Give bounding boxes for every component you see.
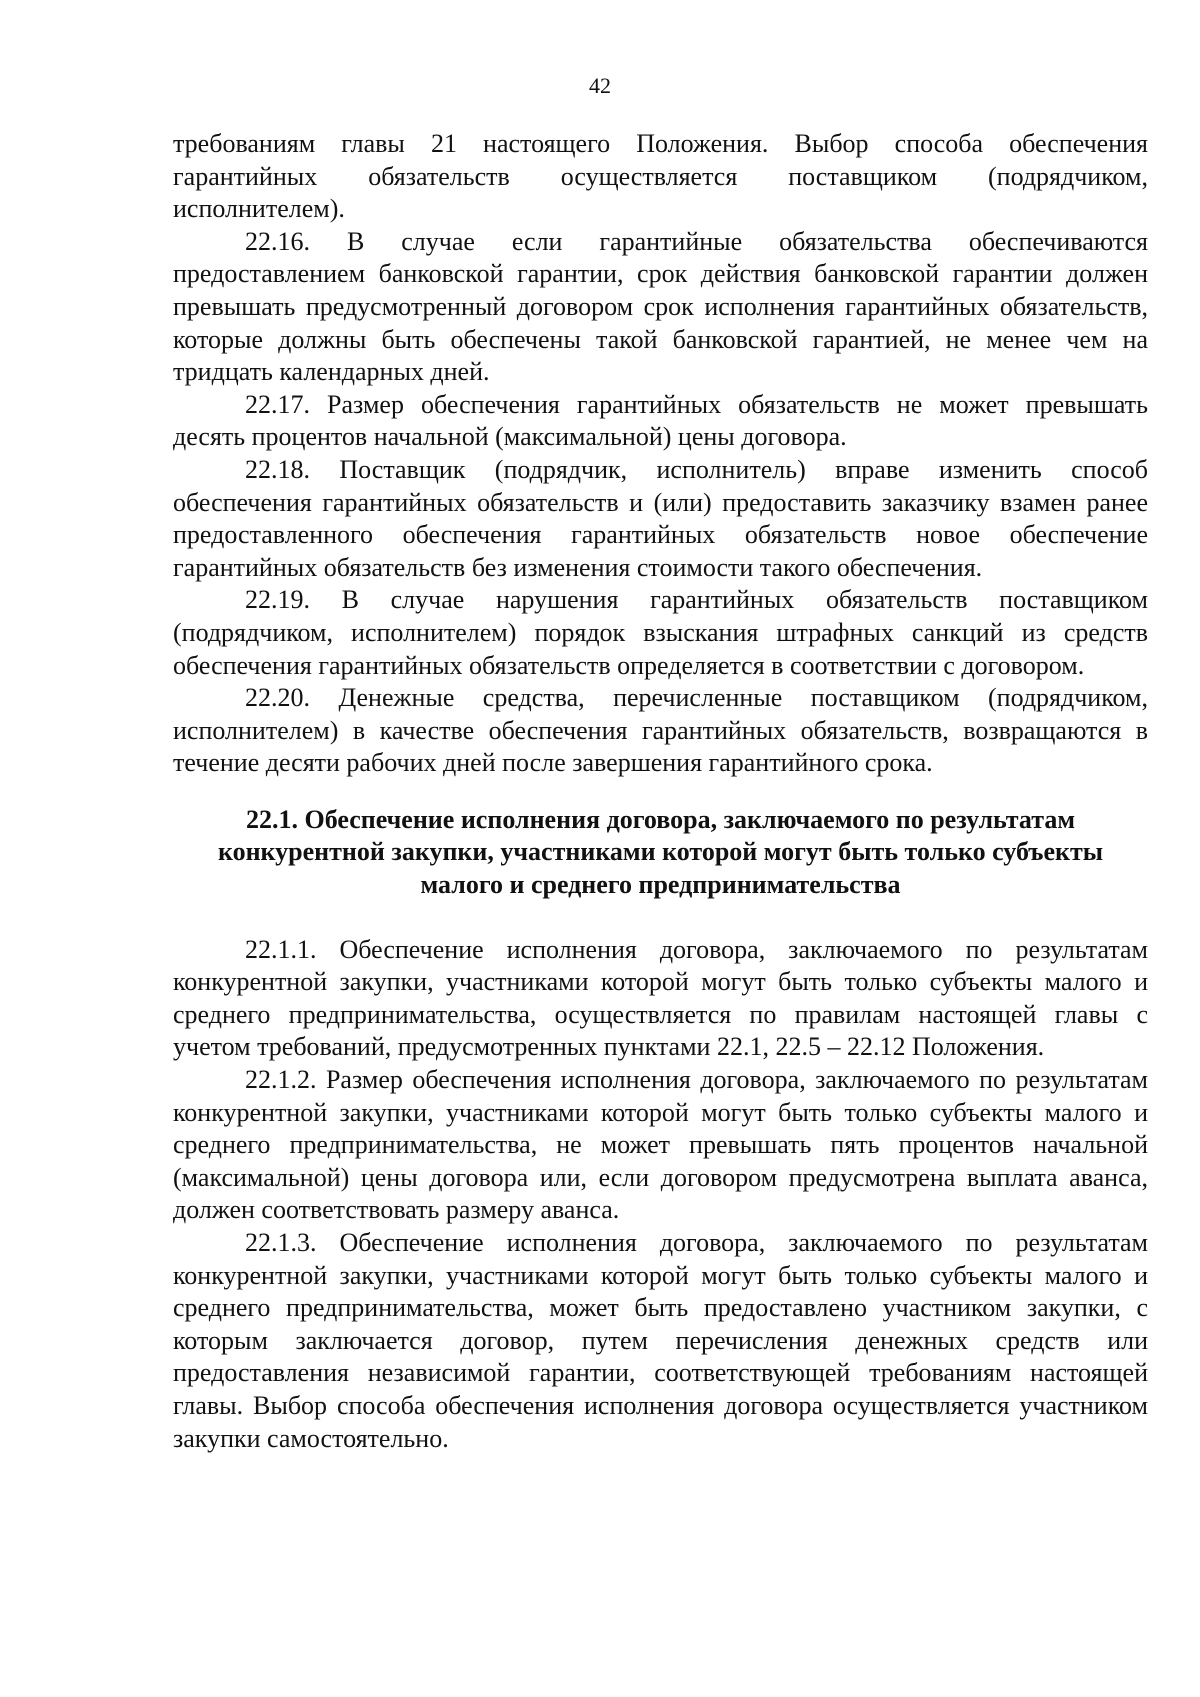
paragraph-22-16: 22.16. В случае если гарантийные обязательства обеспечиваются предоставлением банковской гарантии, срок действия банковской гарантии должен превышать предусмотренный договором срок исполнения гарантийных обязательств, которые должны быть обеспечены такой банковской гарантией, не менее чем на тридцать календарных дней. [173, 226, 1148, 387]
paragraph-22-1-2: 22.1.2. Размер обеспечения исполнения договора, заключаемого по результатам конкурентной закупки, участниками которой могут быть только субъекты малого и среднего предпринимательства, не может превышать пять процентов начальной (максимальной) цены договора или, если договором предусмотрена выплата аванса, должен соответствовать размеру аванса. [173, 1065, 1148, 1225]
paragraph-continuation: требованиям главы 21 настоящего Положения. Выбор способа обеспечения гарантийных обязательств осуществляется поставщиком (подрядчиком, исполнителем). [173, 129, 1148, 224]
section-heading [173, 804, 1148, 902]
paragraph-22-1-3: 22.1.3. Обеспечение исполнения договора, заключаемого по результатам конкурентной закупки, участниками которой могут быть только субъекты малого и среднего предпринимательства, может быть предоставлено участником закупки, с которым заключается договор, путем перечисления денежных средств или предоставления независимой гарантии, соответствующей требованиям настоящей главы. Выбор способа обеспечения исполнения договора осуществляется участником закупки самостоятельно. [173, 1228, 1148, 1453]
paragraph-22-1-1: 22.1.1. Обеспечение исполнения договора, заключаемого по результатам конкурентной закупки, участниками которой могут быть только субъекты малого и среднего предпринимательства, осуществляется по правилам настоящей главы с учетом требований, предусмотренных пунктами 22.1, 22.5 – 22.12 Положения. [173, 934, 1148, 1062]
paragraph-22-18: 22.18. Поставщик (подрядчик, исполнитель) вправе изменить способ обеспечения гарантийных обязательств и (или) предоставить заказчику взамен ранее предоставленного обеспечения гарантийных обязательств новое обеспечение гарантийных обязательств без изменения стоимости такого обеспечения. [173, 454, 1148, 582]
section-spacer [173, 902, 1148, 934]
section-heading-line: 22.1. Обеспечение исполнения договора, заключаемого по результатам [245, 804, 1076, 834]
paragraph-22-17: 22.17. Размер обеспечения гарантийных обязательств не может превышать десять процентов начальной (максимальной) цены договора. [173, 389, 1148, 452]
page-number: 42 [589, 73, 611, 98]
paragraph-22-19: 22.19. В случае нарушения гарантийных обязательств поставщиком (подрядчиком, исполнителем) порядок взыскания штрафных санкций из средств обеспечения гарантийных обязательств определяется в соответствии с договором. [173, 585, 1148, 680]
document-body [173, 128, 1148, 1455]
section-heading-line: малого и среднего предпринимательства [420, 870, 901, 900]
section-heading-line: конкурентной закупки, участниками которой могут быть только субъекты [217, 837, 1104, 867]
paragraph-22-20: 22.20. Денежные средства, перечисленные поставщиком (подрядчиком, исполнителем) в качестве обеспечения гарантийных обязательств, возвращаются в течение десяти рабочих дней после завершения гарантийного срока. [173, 683, 1148, 778]
